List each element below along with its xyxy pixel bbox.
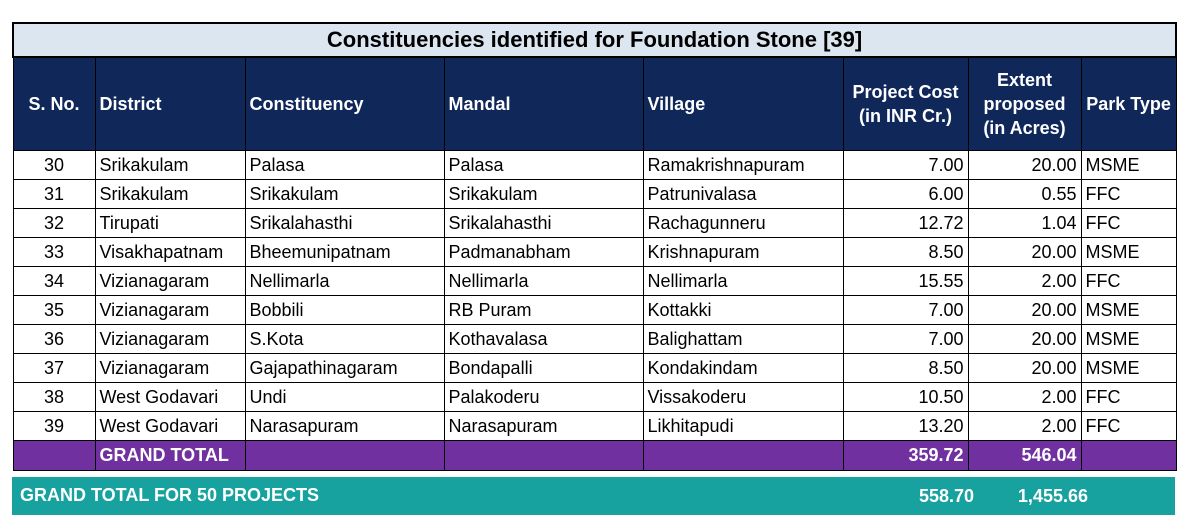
cell-extent: 20.00 xyxy=(968,325,1081,354)
cell-district: Vizianagaram xyxy=(95,296,245,325)
cell-sno: 31 xyxy=(13,180,95,209)
cell-village: Ramakrishnapuram xyxy=(643,151,843,180)
cell-park: FFC xyxy=(1081,383,1176,412)
cell-sno: 37 xyxy=(13,354,95,383)
cell-village: Patrunivalasa xyxy=(643,180,843,209)
table-row xyxy=(13,151,1176,180)
cell-constituency: Bheemunipatnam xyxy=(245,238,444,267)
cell-sno: 30 xyxy=(13,151,95,180)
col-header-mandal: Mandal xyxy=(444,57,643,151)
cell-district: West Godavari xyxy=(95,412,245,441)
foundation-stone-table xyxy=(12,22,1177,471)
cell-park: FFC xyxy=(1081,209,1176,238)
col-header-extent: Extent proposed (in Acres) xyxy=(968,57,1081,151)
cell-mandal: Narasapuram xyxy=(444,412,643,441)
cell-district: Srikakulam xyxy=(95,180,245,209)
cell-extent: 2.00 xyxy=(968,267,1081,296)
cell-village: Vissakoderu xyxy=(643,383,843,412)
cell-sno: 35 xyxy=(13,296,95,325)
cell-district: West Godavari xyxy=(95,383,245,412)
grand-total-sno xyxy=(13,441,95,471)
cell-mandal: Kothavalasa xyxy=(444,325,643,354)
cell-sno: 34 xyxy=(13,267,95,296)
cell-extent: 0.55 xyxy=(968,180,1081,209)
cell-constituency: Srikakulam xyxy=(245,180,444,209)
cell-cost: 7.00 xyxy=(843,296,968,325)
cell-extent: 20.00 xyxy=(968,151,1081,180)
cell-district: Vizianagaram xyxy=(95,354,245,383)
cell-cost: 13.20 xyxy=(843,412,968,441)
table-row xyxy=(13,209,1176,238)
cell-park: FFC xyxy=(1081,180,1176,209)
cell-constituency: Palasa xyxy=(245,151,444,180)
col-header-village: Village xyxy=(643,57,843,151)
col-header-cost: Project Cost (in INR Cr.) xyxy=(843,57,968,151)
table-body xyxy=(13,151,1176,441)
table-row xyxy=(13,354,1176,383)
grand-total-label: GRAND TOTAL xyxy=(95,441,245,471)
cell-park: FFC xyxy=(1081,412,1176,441)
cell-village: Rachagunneru xyxy=(643,209,843,238)
cell-cost: 15.55 xyxy=(843,267,968,296)
table-row xyxy=(13,412,1176,441)
cell-mandal: RB Puram xyxy=(444,296,643,325)
cell-cost: 12.72 xyxy=(843,209,968,238)
total-50-extent: 1,455.66 xyxy=(1017,486,1088,506)
cell-village: Kottakki xyxy=(643,296,843,325)
cell-sno: 38 xyxy=(13,383,95,412)
table-row xyxy=(13,383,1176,412)
table-row xyxy=(13,267,1176,296)
cell-park: MSME xyxy=(1081,151,1176,180)
cell-park: MSME xyxy=(1081,354,1176,383)
cell-sno: 32 xyxy=(13,209,95,238)
cell-sno: 36 xyxy=(13,325,95,354)
cell-extent: 20.00 xyxy=(968,354,1081,383)
cell-mandal: Palakoderu xyxy=(444,383,643,412)
grand-total-extent: 546.04 xyxy=(968,441,1081,471)
cell-constituency: Gajapathinagaram xyxy=(245,354,444,383)
total-50-label: GRAND TOTAL FOR 50 PROJECTS xyxy=(20,485,320,505)
cell-mandal: Palasa xyxy=(444,151,643,180)
cell-extent: 2.00 xyxy=(968,383,1081,412)
cell-extent: 20.00 xyxy=(968,238,1081,267)
cell-village: Balighattam xyxy=(643,325,843,354)
total-50-cost: 558.70 xyxy=(918,486,974,506)
cell-extent: 2.00 xyxy=(968,412,1081,441)
cell-park: MSME xyxy=(1081,325,1176,354)
cell-district: Vizianagaram xyxy=(95,267,245,296)
cell-district: Vizianagaram xyxy=(95,325,245,354)
grand-total-empty xyxy=(245,441,444,471)
cell-sno: 33 xyxy=(13,238,95,267)
cell-cost: 8.50 xyxy=(843,238,968,267)
grand-total-empty xyxy=(1081,441,1176,471)
grand-total-empty xyxy=(444,441,643,471)
cell-sno: 39 xyxy=(13,412,95,441)
cell-village: Nellimarla xyxy=(643,267,843,296)
cell-cost: 6.00 xyxy=(843,180,968,209)
cell-mandal: Bondapalli xyxy=(444,354,643,383)
cell-constituency: S.Kota xyxy=(245,325,444,354)
cell-cost: 7.00 xyxy=(843,151,968,180)
col-header-park: Park Type xyxy=(1081,57,1176,151)
cell-constituency: Srikalahasthi xyxy=(245,209,444,238)
grand-total-empty xyxy=(643,441,843,471)
table-row xyxy=(13,180,1176,209)
col-header-district: District xyxy=(95,57,245,151)
cell-mandal: Nellimarla xyxy=(444,267,643,296)
cell-park: FFC xyxy=(1081,267,1176,296)
cell-village: Kondakindam xyxy=(643,354,843,383)
cell-constituency: Narasapuram xyxy=(245,412,444,441)
cell-district: Visakhapatnam xyxy=(95,238,245,267)
col-header-sno: S. No. xyxy=(13,57,95,151)
table-row xyxy=(13,238,1176,267)
cell-extent: 20.00 xyxy=(968,296,1081,325)
cell-constituency: Undi xyxy=(245,383,444,412)
cell-park: MSME xyxy=(1081,238,1176,267)
total-50-projects-bar xyxy=(12,477,1175,515)
cell-district: Tirupati xyxy=(95,209,245,238)
cell-constituency: Nellimarla xyxy=(245,267,444,296)
table-row xyxy=(13,296,1176,325)
cell-park: MSME xyxy=(1081,296,1176,325)
cell-cost: 8.50 xyxy=(843,354,968,383)
col-header-constituency: Constituency xyxy=(245,57,444,151)
cell-mandal: Padmanabham xyxy=(444,238,643,267)
cell-constituency: Bobbili xyxy=(245,296,444,325)
cell-cost: 7.00 xyxy=(843,325,968,354)
cell-district: Srikakulam xyxy=(95,151,245,180)
cell-extent: 1.04 xyxy=(968,209,1081,238)
grand-total-cost: 359.72 xyxy=(843,441,968,471)
cell-cost: 10.50 xyxy=(843,383,968,412)
table-row xyxy=(13,325,1176,354)
cell-village: Krishnapuram xyxy=(643,238,843,267)
grand-total-row xyxy=(13,441,1176,471)
cell-village: Likhitapudi xyxy=(643,412,843,441)
cell-mandal: Srikalahasthi xyxy=(444,209,643,238)
table-title: Constituencies identified for Foundation Stone [39] xyxy=(13,23,1176,57)
cell-mandal: Srikakulam xyxy=(444,180,643,209)
